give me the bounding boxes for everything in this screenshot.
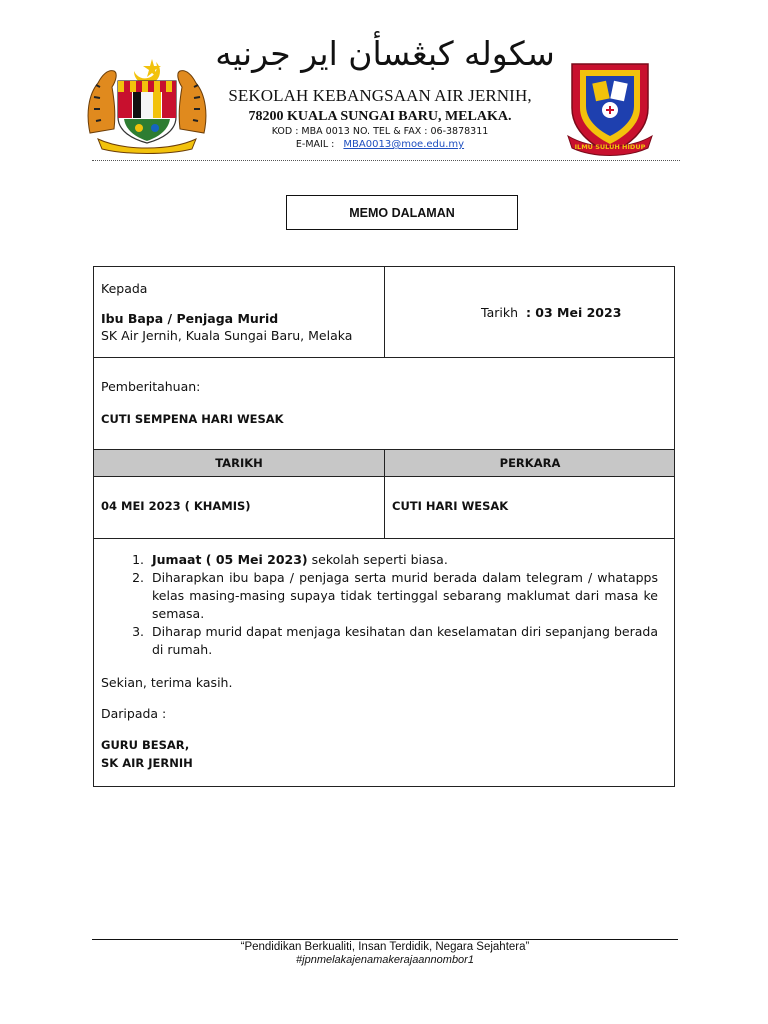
email-label: E-MAIL : <box>295 139 335 150</box>
emblem-motto: ILMU SULUH HIDUP <box>574 143 646 151</box>
list-item <box>148 551 658 569</box>
recipient-name: Ibu Bapa / Penjaga Murid <box>101 311 279 326</box>
row-date: 04 MEI 2023 ( KHAMIS) <box>101 499 251 513</box>
memo-table <box>93 266 675 787</box>
col-header-perkara: PERKARA <box>499 455 561 470</box>
date-label: Tarikh <box>481 305 518 320</box>
recipient-label: Kepada <box>101 281 148 296</box>
memo-title-box <box>286 195 518 230</box>
letterhead-divider <box>92 160 680 161</box>
notice-label: Pemberitahuan: <box>101 379 201 394</box>
school-name-jawi: سکوله کبڠسأن اير جرنيه <box>215 34 555 73</box>
col-header-tarikh: TARIKH <box>215 455 263 470</box>
from-label: Daripada : <box>101 706 167 721</box>
list-item: 3. Diharap murid dapat menjaga kesihatan dan keselamatan diri sepanjang berada di rumah. <box>148 623 658 659</box>
signatory-school: SK AIR JERNIH <box>101 756 193 770</box>
school-email-line <box>190 138 570 151</box>
row-subject: CUTI HARI WESAK <box>392 499 509 513</box>
footer-hashtag: #jpnmelakajenamakerajaannombor1 <box>296 954 474 966</box>
school-address: 78200 KUALA SUNGAI BARU, MELAKA. <box>248 109 512 124</box>
notes-list <box>124 551 658 659</box>
school-contact: KOD : MBA 0013 NO. TEL & FAX : 06-3878311 <box>271 126 489 137</box>
footer-motto: “Pendidikan Berkualiti, Insan Terdidik, Negara Sejahtera” <box>240 941 530 953</box>
memo-title: MEMO DALAMAN <box>349 205 455 220</box>
date-value: : 03 Mei 2023 <box>525 305 622 320</box>
memo-date <box>481 304 621 322</box>
recipient-school: SK Air Jernih, Kuala Sungai Baru, Melaka <box>101 328 353 343</box>
notes-section <box>94 538 674 788</box>
school-name: SEKOLAH KEBANGSAAN AIR JERNIH, <box>228 86 532 105</box>
note-1-bold: Jumaat ( 05 Mei 2023) <box>152 552 308 567</box>
signatory-title: GURU BESAR, <box>101 738 190 752</box>
notice-subject: CUTI SEMPENA HARI WESAK <box>101 412 284 426</box>
note-1-text: sekolah seperti biasa. <box>307 552 448 567</box>
list-item: 2. Diharapkan ibu bapa / penjaga serta murid berada dalam telegram / whatapps kelas masing-masing supaya tidak tertinggal sebarang maklumat dari masa ke semasa. <box>148 569 658 623</box>
column-divider <box>384 267 385 357</box>
closing-text: Sekian, terima kasih. <box>101 675 233 690</box>
email-link[interactable]: MBA0013@moe.edu.my <box>343 139 465 150</box>
school-emblem-icon <box>562 58 658 160</box>
row-divider <box>94 357 674 358</box>
